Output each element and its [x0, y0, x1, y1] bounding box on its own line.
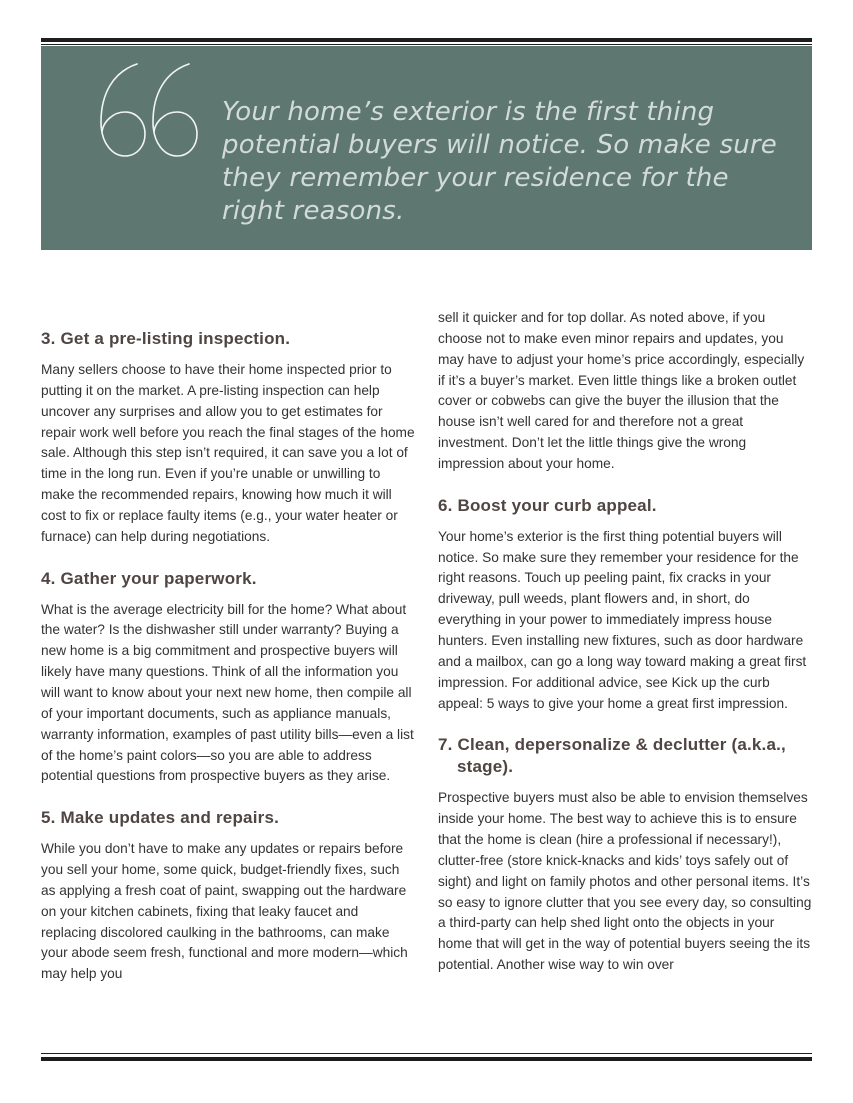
right-column	[438, 308, 812, 976]
left-column	[41, 328, 415, 985]
section-6-heading: 6. Boost your curb appeal.	[438, 495, 657, 515]
section-7-body: Prospective buyers must also be able to envision themselves inside your home. The best way to achieve this is to ensure that the home is clean (hire a professional if necessary!), clutter-free (store knick-knacks and kids’ toys safely out of sight) and light on family photos and other personal items. It’s so easy to ignore clutter that you see every day, so consulting a third-party can help shed light onto the objects in your home that will get in the way of potential buyers seeing the its potential. Another wise way to win over	[438, 790, 812, 973]
section-4-heading: 4. Gather your paperwork.	[41, 568, 257, 588]
section-5-body: While you don’t have to make any updates or repairs before you sell your home, some quick, budget-friendly fixes, such as applying a fresh coat of paint, swapping out the hardware on your kitchen cabinets, fixing that leaky faucet and replacing discolored caulking in the bathrooms, can make your abode seem fresh, functional and more modern—which may help you	[41, 841, 408, 982]
top-rule-thick	[41, 38, 812, 42]
section-3-heading: 3. Get a pre-listing inspection.	[41, 329, 291, 348]
section-3-body: Many sellers choose to have their home inspected prior to putting it on the market. A pre-listing inspection can help uncover any surprises and allow you to get estimates for repair work well before you reach the final stages of the home sale. Although this step isn’t required, it can save you a lot of time in the long run. Even if you’re unable or unwilling to make the recommended repairs, knowing how much it will cost to fix or replace faulty items (e.g., your water heater or furnace) can help during negotiations.	[41, 362, 415, 544]
top-rule-thin	[41, 44, 812, 45]
bottom-rule-thin	[41, 1053, 812, 1054]
section-6-body: Your home’s exterior is the first thing potential buyers will notice. So make sure they remember your residence for the right reasons. Touch up peeling paint, fix cracks in your driveway, pull weeds, plant flowers and, in short, do everything in your power to immediately impress house hunters. Even installing new fixtures, such as door hardware and a mailbox, can go a long way toward making a great first impression. For additional advice, see Kick up the curb appeal: 5 ways to give your home a great first impression.	[438, 528, 807, 711]
pull-quote-panel	[41, 46, 812, 250]
open-quote-icon	[93, 52, 203, 162]
bottom-rule-thick	[41, 1057, 812, 1061]
section-5-continued: sell it quicker and for top dollar. As noted above, if you choose not to make even minor repairs and updates, you may have to adjust your home’s price accordingly, especially if it’s a buyer’s market. Even little things like a broken outlet cover or cobwebs can give the buyer the illusion that the house isn’t well cared for and therefore not a great investment. Don’t let the little things give the wrong impression about your home.	[438, 310, 805, 471]
section-4-body: What is the average electricity bill for the home? What about the water? Is the dishwasher still under warranty? Buying a new home is a big commitment and prospective buyers will likely have many questions. Think of all the information you will want to know about your next new home, then compile all of your important documents, such as appliance manuals, warranty information, examples of past utility bills—even a list of the home’s paint colors—so you are able to address potential questions from prospective buyers as they arise.	[41, 601, 414, 784]
pull-quote-text: Your home’s exterior is the first thing potential buyers will notice. So make sure they remember your residence for the right reasons.	[222, 97, 777, 226]
section-5-heading: 5. Make updates and repairs.	[41, 808, 280, 828]
section-7-heading: 7. Clean, depersonalize & declutter (a.k.a., stage).	[438, 735, 786, 777]
